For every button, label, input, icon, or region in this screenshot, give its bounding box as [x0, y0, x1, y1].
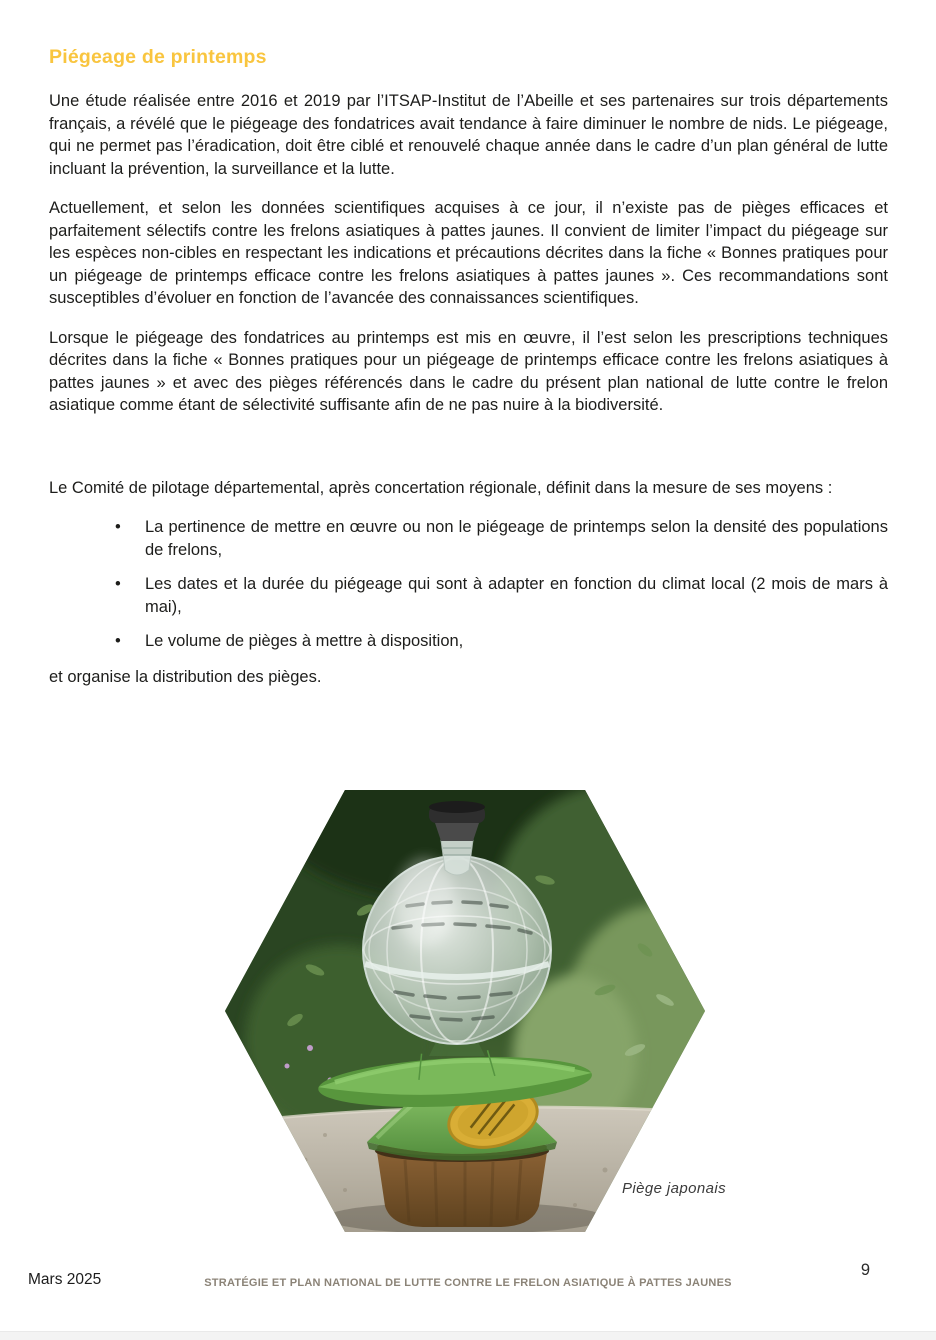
bullet-text: Les dates et la durée du piégeage qui sont à adapter en fonction du climat local (2 mois de mars à mai), — [145, 575, 888, 616]
bullet-list — [49, 516, 888, 653]
list-item — [49, 573, 888, 618]
footer-date: Mars 2025 — [28, 1271, 102, 1288]
paragraph-committee-intro: Le Comité de pilotage départemental, après concertation régionale, définit dans la mesure de ses moyens : — [49, 478, 833, 497]
image-caption: Piège japonais — [622, 1180, 727, 1197]
bullet-text: Le volume de pièges à mettre à disposition, — [145, 632, 464, 650]
page-content — [49, 46, 888, 688]
list-item — [49, 516, 888, 561]
bottom-bar — [0, 1331, 936, 1340]
footer-doc-title: STRATÉGIE ET PLAN NATIONAL DE LUTTE CONTRE LE FRELON ASIATIQUE À PATTES JAUNES — [204, 1277, 732, 1289]
paragraph-prescriptions: Lorsque le piégeage des fondatrices au printemps est mis en œuvre, il l’est selon les prescriptions techniques décrites dans la fiche « Bonnes pratiques pour un piégeage de printemps efficace contre les frelons asiatiques à pattes jaunes » et avec des pièges référencés dans le cadre du présent plan national de lutte contre le frelon asiatique comme étant de sélectivité suffisante afin de ne pas nuire à la biodiversité. — [49, 328, 888, 414]
footer-page-number: 9 — [860, 1261, 870, 1279]
list-item — [49, 630, 888, 653]
paragraph-closing: et organise la distribution des pièges. — [49, 667, 322, 686]
trap-photo-illustration — [225, 790, 705, 1232]
page-title: Piégeage de printemps — [49, 46, 267, 68]
paragraph-study: Une étude réalisée entre 2016 et 2019 par l’ITSAP-Institut de l’Abeille et ses partenaires sur trois départements français, a révélé que le piégeage des fondatrices avait tendance à faire diminuer le nombre de nids. Le piégeage, qui ne permet pas l’éradication, doit être ciblé et renouvelé chaque année dans le cadre d’un plan général de lutte incluant la prévention, la surveillance et la lutte. — [49, 92, 888, 178]
bullet-marker: • — [115, 575, 121, 593]
paragraph-current-state: Actuellement, et selon les données scientifiques acquises à ce jour, il n’existe pas de pièges efficaces et parfaitement sélectifs contre les frelons asiatiques à pattes jaunes. Il convient de limiter l’impact du piégeage sur les espèces non-cibles en respectant les indications et précautions décrites dans la fiche « Bonnes pratiques pour un piégeage de printemps efficace contre les frelons asiatiques à pattes jaunes ». Ces recommandations sont susceptibles d’évoluer en fonction de l’avancée des connaissances scientifiques. — [49, 199, 888, 307]
bullet-marker: • — [115, 518, 121, 536]
bullet-marker: • — [115, 632, 121, 650]
trap-photo — [225, 790, 705, 1232]
bullet-text: La pertinence de mettre en œuvre ou non le piégeage de printemps selon la densité des populations de frelons, — [145, 518, 888, 559]
